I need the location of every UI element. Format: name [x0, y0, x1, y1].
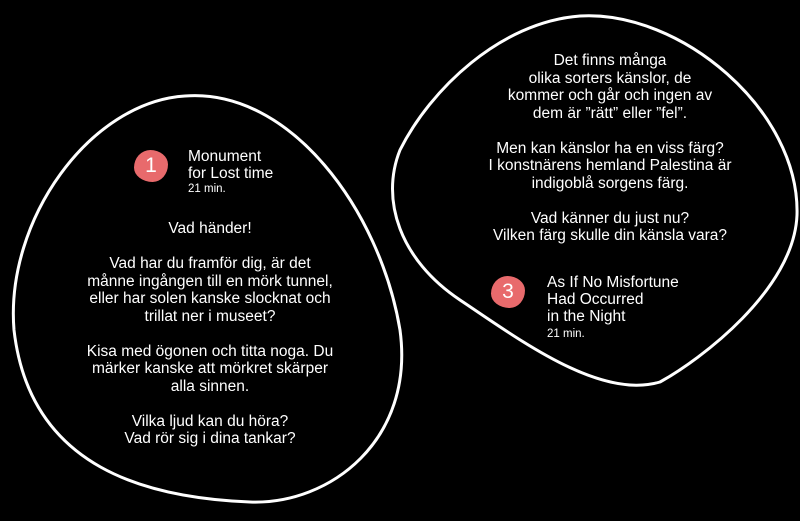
text-line: Vilken färg skulle din känsla vara? — [492, 227, 728, 244]
text-line: Vad händer! — [168, 220, 252, 237]
text-line: trillat ner i museet? — [144, 307, 276, 325]
stop-number-badge-3: 3 — [491, 276, 525, 308]
text-line: indigoblå sorgens färg. — [531, 174, 689, 192]
text-line: dem är ”rätt” eller ”fel”. — [532, 104, 688, 122]
text-line: Vad känner du just nu? — [530, 209, 690, 227]
text-line: eller har solen kanske slocknat och — [89, 290, 331, 307]
stop-number-badge-1: 1 — [134, 150, 168, 182]
text-line — [40, 395, 380, 413]
stop-1-text — [40, 220, 380, 448]
text-line: Vad rör sig i dina tankar? — [124, 430, 296, 447]
text-line: I konstnärens hemland Palestina är — [488, 157, 732, 174]
text-line: kommer och går och ingen av — [507, 87, 713, 104]
text-line: Vad har du framför dig, är det — [109, 255, 311, 272]
text-line: Kisa med ögonen och titta noga. Du — [86, 342, 334, 360]
text-line — [440, 122, 780, 140]
text-line — [40, 238, 380, 256]
stop-1-duration: 21 min. — [188, 183, 226, 195]
text-line: Vilka ljud kan du höra? — [131, 412, 289, 430]
stop-3-text — [440, 52, 780, 245]
text-line — [440, 192, 780, 210]
stop-1-title: Monument for Lost time — [188, 148, 274, 182]
stop-3-title: As If No Misfortune Had Occurred in the Night — [547, 274, 679, 325]
stop-3-duration: 21 min. — [547, 328, 585, 340]
text-line: alla sinnen. — [170, 377, 250, 395]
text-line: månne ingången till en mörk tunnel, — [87, 272, 333, 290]
text-line: märker kanske att mörkret skärper — [91, 360, 328, 377]
text-line — [40, 325, 380, 343]
text-line: Det finns många — [553, 52, 667, 69]
text-line: olika sorters känslor, de — [528, 69, 692, 87]
text-line: Men kan känslor ha en viss färg? — [496, 139, 724, 157]
